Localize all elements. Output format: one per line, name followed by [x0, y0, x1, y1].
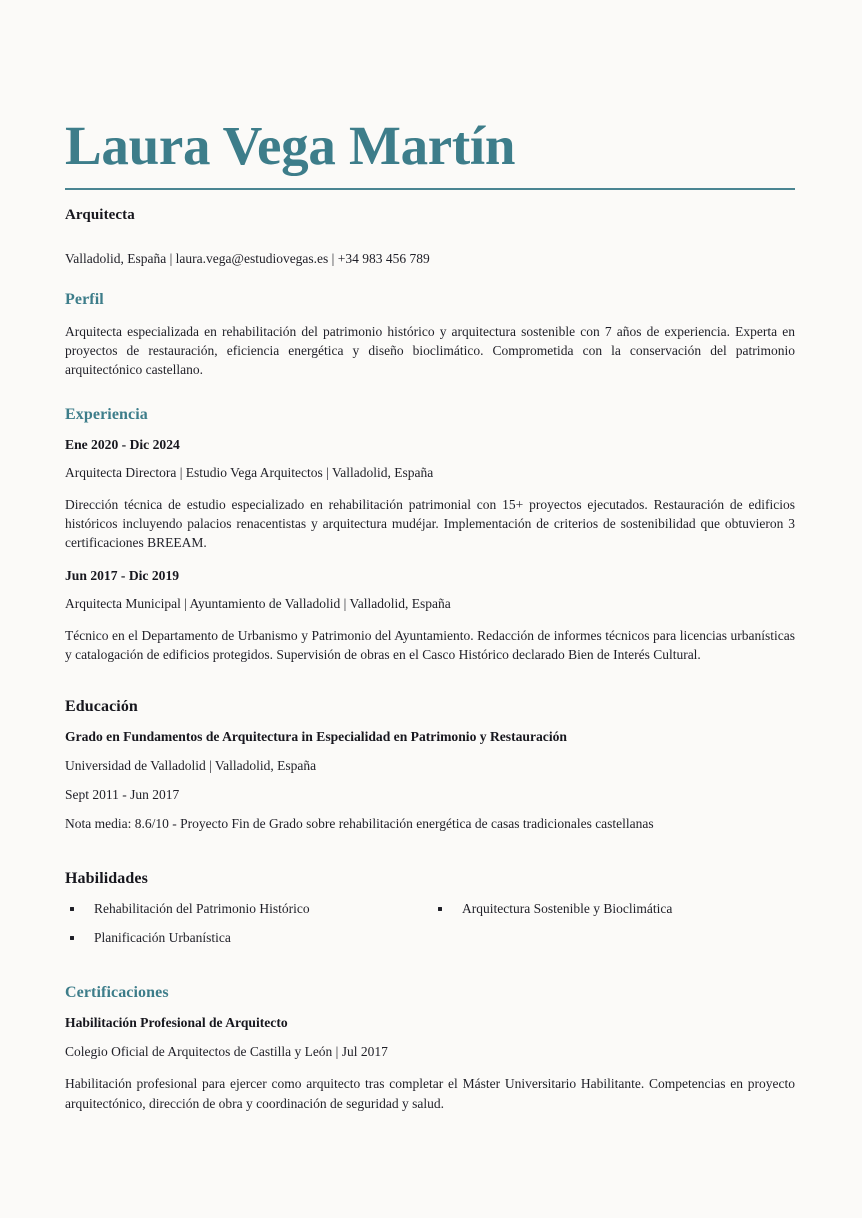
section-perfil [65, 291, 795, 379]
contact-line: Valladolid, España | laura.vega@estudiovegas.es | +34 983 456 789 [65, 251, 430, 267]
education-dates: Sept 2011 - Jun 2017 [65, 787, 180, 803]
skills-list [65, 901, 795, 946]
education-degree: Grado en Fundamentos de Arquitectura in Especialidad en Patrimonio y Restauración [65, 729, 567, 745]
experience-dates: Ene 2020 - Dic 2024 [65, 436, 180, 452]
experience-meta: Arquitecta Directora | Estudio Vega Arquitectos | Valladolid, España [65, 464, 434, 480]
education-institution: Universidad de Valladolid | Valladolid, España [65, 758, 317, 774]
perfil-body: Arquitecta especializada en rehabilitación del patrimonio histórico y arquitectura sostenible con 7 años de experiencia. Experta en proyectos de restauración, eficiencia energética y diseño bioclimático. Comprometida con la conservación del patrimonio arquitectónico castellano. [65, 324, 795, 378]
section-experiencia [65, 406, 795, 665]
candidate-role: Arquitecta [65, 207, 135, 224]
experience-entry [65, 437, 795, 552]
experience-description: Dirección técnica de estudio especializado en rehabilitación patrimonial con 15+ proyectos ejecutados. Restauración de edificios históricos incluyendo palacios renacentistas y arquitectura mudéjar. Implementación de criterios de sostenibilidad que obtuvieron 3 certificaciones BREEAM. [65, 496, 795, 550]
bullet-icon [438, 907, 442, 911]
experience-dates: Jun 2017 - Dic 2019 [65, 568, 180, 584]
experience-description: Técnico en el Departamento de Urbanismo y Patrimonio del Ayuntamiento. Redacción de informes técnicos para licencias urbanísticas y catalogación de edificios protegidos. Supervisión de obras en el Casco Histórico declarado Bien de Interés Cultural. [65, 628, 795, 663]
skill-label: Arquitectura Sostenible y Bioclimática [462, 901, 673, 917]
section-title-certificaciones: Certificaciones [65, 984, 169, 1002]
section-habilidades [65, 870, 795, 946]
skill-label: Rehabilitación del Patrimonio Histórico [94, 901, 310, 917]
skill-item [65, 901, 433, 917]
skill-item [433, 901, 795, 917]
bullet-icon [70, 936, 74, 940]
candidate-name: Laura Vega Martín [65, 115, 516, 176]
section-title-experiencia: Experiencia [65, 405, 148, 423]
section-certificaciones [65, 984, 795, 1112]
certification-meta: Colegio Oficial de Arquitectos de Castilla y León | Jul 2017 [65, 1044, 388, 1060]
section-educacion [65, 698, 795, 832]
experience-entry [65, 568, 795, 664]
section-title-educacion: Educación [65, 698, 138, 716]
header-divider [65, 188, 795, 190]
section-title-habilidades: Habilidades [65, 870, 148, 888]
experience-meta: Arquitecta Municipal | Ayuntamiento de Valladolid | Valladolid, España [65, 596, 451, 612]
certification-description: Habilitación profesional para ejercer como arquitecto tras completar el Máster Universitario Habilitante. Competencias en proyecto arquitectónico, dirección de obra y coordinación de seguridad y salud. [65, 1076, 795, 1111]
skill-label: Planificación Urbanística [94, 930, 231, 946]
skill-item [65, 930, 433, 946]
bullet-icon [70, 907, 74, 911]
section-title-perfil: Perfil [65, 291, 104, 309]
certification-name: Habilitación Profesional de Arquitecto [65, 1015, 288, 1031]
education-notes: Nota media: 8.6/10 - Proyecto Fin de Grado sobre rehabilitación energética de casas tradicionales castellanas [65, 816, 654, 832]
